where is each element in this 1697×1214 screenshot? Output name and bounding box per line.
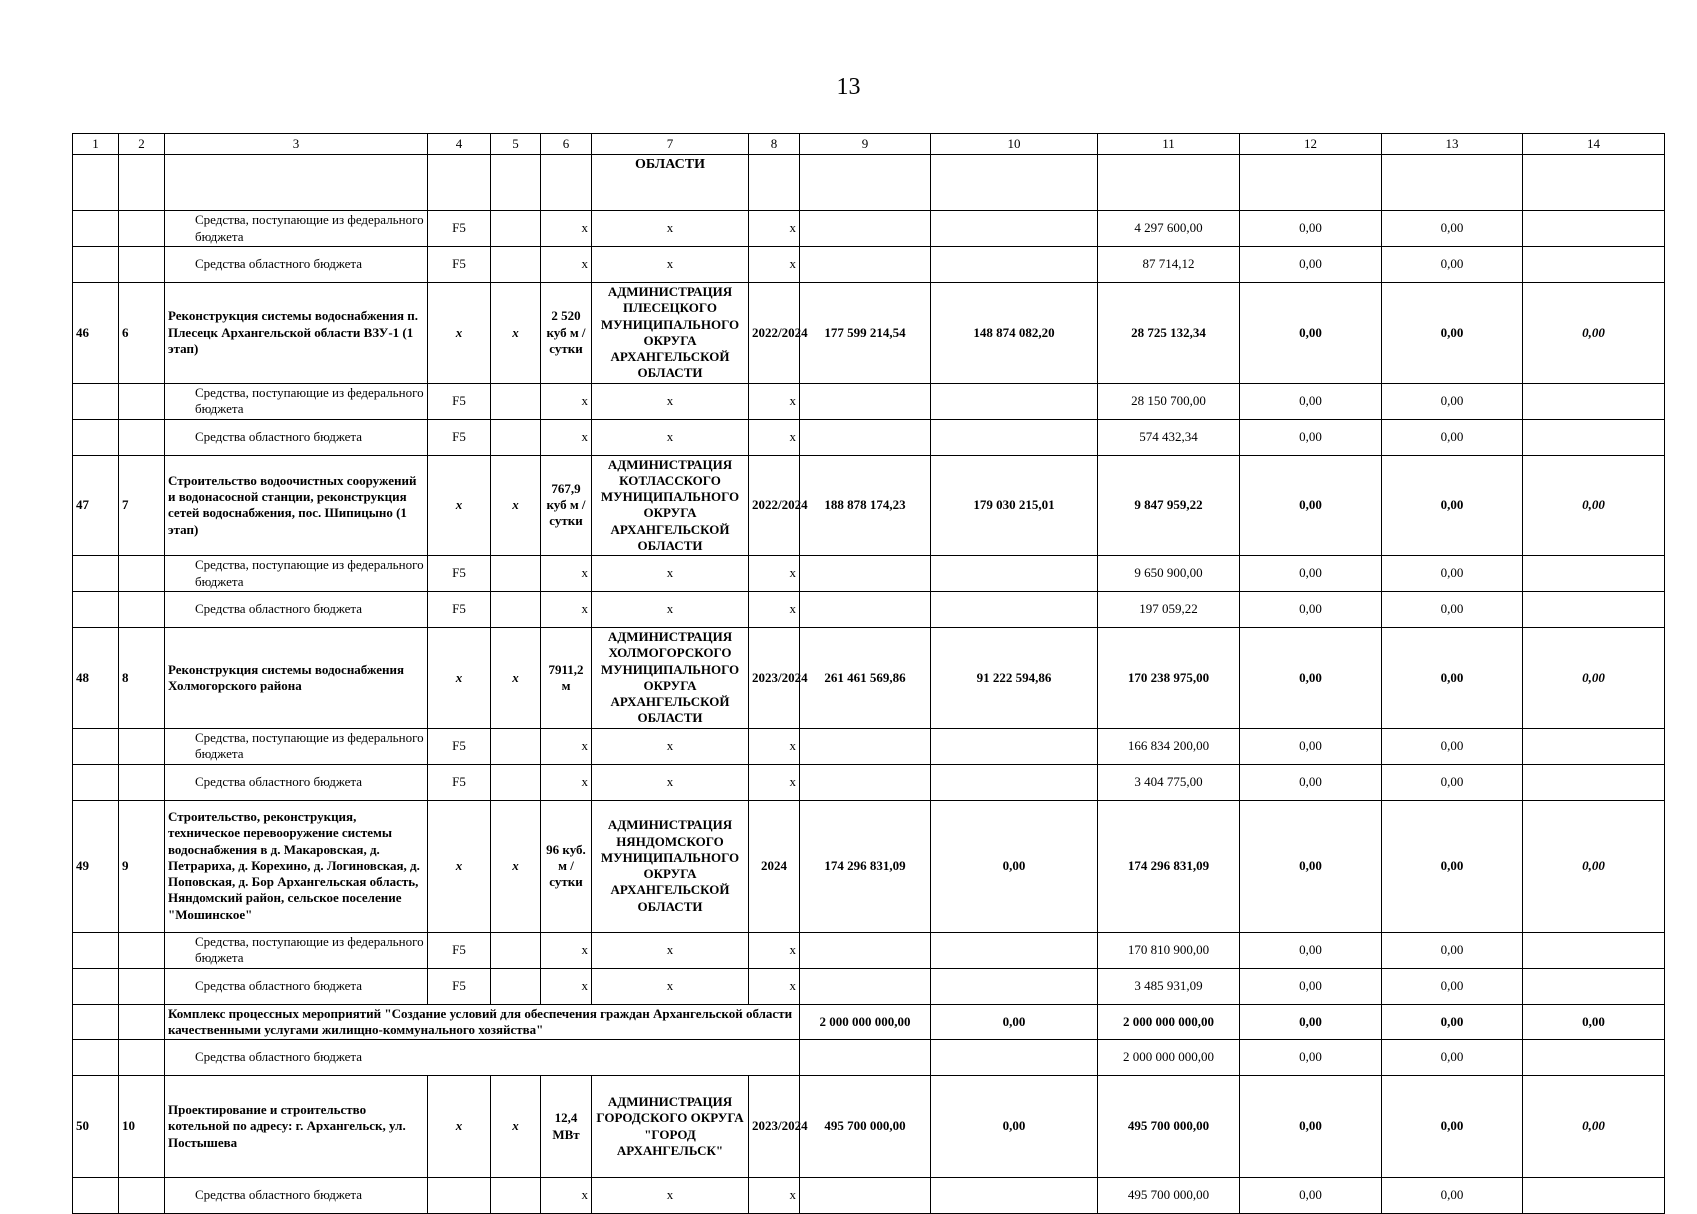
amount-cell: 0,00: [1382, 455, 1523, 556]
amount-cell: 0,00: [1382, 211, 1523, 247]
amount-cell: 28 150 700,00: [1098, 383, 1240, 419]
x-cell: x: [541, 383, 592, 419]
amount-cell: 0,00: [1523, 628, 1665, 729]
amount-cell: 0,00: [1240, 1040, 1382, 1076]
col-header: 1: [73, 134, 119, 155]
x-cell: x: [541, 592, 592, 628]
funding-source-cell: Средства областного бюджета: [165, 1178, 428, 1214]
amount-cell: 0,00: [1382, 628, 1523, 729]
amount-cell: 166 834 200,00: [1098, 728, 1240, 764]
amount-cell: 0,00: [1240, 800, 1382, 932]
x-cell: x: [491, 455, 541, 556]
col-header: 14: [1523, 134, 1665, 155]
x-cell: x: [491, 1076, 541, 1178]
x-cell: x: [592, 764, 749, 800]
x-cell: x: [428, 628, 491, 729]
page-number: 13: [836, 74, 861, 100]
x-cell: x: [541, 556, 592, 592]
x-cell: x: [749, 247, 800, 283]
funding-source-cell: Средства, поступающие из федерального бюджета: [165, 383, 428, 419]
amount-cell: 0,00: [1240, 1076, 1382, 1178]
col-header: 8: [749, 134, 800, 155]
table-row: [73, 800, 1665, 932]
amount-cell: 170 238 975,00: [1098, 628, 1240, 729]
x-cell: x: [592, 728, 749, 764]
table-row: [73, 283, 1665, 384]
amount-cell: 0,00: [1382, 968, 1523, 1004]
code-cell: F5: [428, 247, 491, 283]
funding-source-cell: Средства областного бюджета: [165, 764, 428, 800]
table-row: [73, 1040, 1665, 1076]
col-header: 5: [491, 134, 541, 155]
program-table: [72, 133, 1665, 1214]
amount-cell: 0,00: [1382, 764, 1523, 800]
x-cell: x: [541, 419, 592, 455]
row-number: 46: [73, 283, 119, 384]
period-cell: 2023/2024: [749, 628, 800, 729]
sub-number: 10: [119, 1076, 165, 1178]
table-row: [73, 155, 1665, 211]
object-name: Реконструкция системы водоснабжения Холмогорского района: [165, 628, 428, 729]
amount-cell: 9 650 900,00: [1098, 556, 1240, 592]
capacity-cell: 12,4 МВт: [541, 1076, 592, 1178]
sub-number: 7: [119, 455, 165, 556]
table-row: [73, 628, 1665, 729]
x-cell: x: [749, 419, 800, 455]
x-cell: x: [592, 419, 749, 455]
funding-source-cell: Средства областного бюджета: [165, 1040, 800, 1076]
x-cell: x: [749, 592, 800, 628]
amount-cell: 0,00: [1523, 1076, 1665, 1178]
col-header: 13: [1382, 134, 1523, 155]
x-cell: x: [592, 383, 749, 419]
period-cell: 2022/2024: [749, 283, 800, 384]
amount-cell: 0,00: [931, 1076, 1098, 1178]
amount-cell: 3 404 775,00: [1098, 764, 1240, 800]
x-cell: x: [592, 1178, 749, 1214]
x-cell: x: [541, 728, 592, 764]
period-cell: 2023/2024: [749, 1076, 800, 1178]
amount-cell: 177 599 214,54: [800, 283, 931, 384]
col-header: 9: [800, 134, 931, 155]
sub-number: 6: [119, 283, 165, 384]
code-cell: F5: [428, 968, 491, 1004]
code-cell: F5: [428, 419, 491, 455]
x-cell: x: [592, 247, 749, 283]
period-cell: 2024: [749, 800, 800, 932]
x-cell: x: [428, 800, 491, 932]
table-row: [73, 455, 1665, 556]
organization-cell: АДМИНИСТРАЦИЯ ГОРОДСКОГО ОКРУГА "ГОРОД АРХАНГЕЛЬСК": [592, 1076, 749, 1178]
amount-cell: 4 297 600,00: [1098, 211, 1240, 247]
organization-cell: АДМИНИСТРАЦИЯ КОТЛАССКОГО МУНИЦИПАЛЬНОГО ОКРУГА АРХАНГЕЛЬСКОЙ ОБЛАСТИ: [592, 455, 749, 556]
col-header: 12: [1240, 134, 1382, 155]
x-cell: x: [428, 283, 491, 384]
amount-cell: 0,00: [1382, 592, 1523, 628]
amount-cell: 0,00: [1382, 1004, 1523, 1040]
amount-cell: 0,00: [1382, 932, 1523, 968]
amount-cell: 0,00: [1382, 283, 1523, 384]
table-row: [73, 1178, 1665, 1214]
funding-source-cell: Средства, поступающие из федерального бюджета: [165, 556, 428, 592]
capacity-cell: 767,9 куб м / сутки: [541, 455, 592, 556]
organization-cell: ОБЛАСТИ: [592, 155, 749, 211]
amount-cell: 0,00: [1240, 455, 1382, 556]
amount-cell: 0,00: [1240, 283, 1382, 384]
amount-cell: 0,00: [1382, 419, 1523, 455]
x-cell: x: [749, 1178, 800, 1214]
row-number: 48: [73, 628, 119, 729]
amount-cell: 0,00: [1240, 628, 1382, 729]
amount-cell: 2 000 000 000,00: [1098, 1040, 1240, 1076]
amount-cell: 2 000 000 000,00: [1098, 1004, 1240, 1040]
funding-source-cell: Средства, поступающие из федерального бюджета: [165, 728, 428, 764]
amount-cell: 0,00: [931, 1004, 1098, 1040]
funding-source-cell: Средства, поступающие из федерального бюджета: [165, 932, 428, 968]
x-cell: x: [592, 211, 749, 247]
amount-cell: 0,00: [1523, 1004, 1665, 1040]
capacity-cell: 2 520 куб м / сутки: [541, 283, 592, 384]
complex-name: Комплекс процессных мероприятий "Создание условий для обеспечения граждан Архангельской области качественными услугами жилищно-коммунального хозяйства": [165, 1004, 800, 1040]
funding-source-cell: Средства областного бюджета: [165, 419, 428, 455]
amount-cell: 0,00: [1240, 592, 1382, 628]
amount-cell: 0,00: [1382, 247, 1523, 283]
amount-cell: 0,00: [1382, 556, 1523, 592]
x-cell: x: [749, 556, 800, 592]
amount-cell: 0,00: [1523, 800, 1665, 932]
col-header: 4: [428, 134, 491, 155]
object-name: Реконструкция системы водоснабжения п. Плесецк Архангельской области ВЗУ-1 (1 этап): [165, 283, 428, 384]
object-name: Строительство, реконструкция, техническое перевооружение системы водоснабжения в д. Макаровская, д. Петрариха, д. Корехино, д. Логиновская, д. Поповская, д. Бор Архангельская область, Няндомский район, сельское поселение "Мошинское": [165, 800, 428, 932]
amount-cell: 0,00: [1240, 968, 1382, 1004]
amount-cell: 174 296 831,09: [1098, 800, 1240, 932]
table-row: [73, 1076, 1665, 1178]
x-cell: x: [749, 764, 800, 800]
column-number-header: [73, 134, 1665, 155]
code-cell: F5: [428, 383, 491, 419]
x-cell: x: [541, 764, 592, 800]
x-cell: x: [541, 932, 592, 968]
amount-cell: 197 059,22: [1098, 592, 1240, 628]
x-cell: x: [749, 728, 800, 764]
row-number: 50: [73, 1076, 119, 1178]
x-cell: x: [749, 968, 800, 1004]
amount-cell: 0,00: [1382, 728, 1523, 764]
col-header: 3: [165, 134, 428, 155]
col-header: 10: [931, 134, 1098, 155]
amount-cell: 91 222 594,86: [931, 628, 1098, 729]
code-cell: F5: [428, 728, 491, 764]
amount-cell: 261 461 569,86: [800, 628, 931, 729]
table-row: [73, 968, 1665, 1004]
amount-cell: 0,00: [1240, 932, 1382, 968]
capacity-cell: 96 куб. м / сутки: [541, 800, 592, 932]
x-cell: x: [491, 800, 541, 932]
organization-cell: АДМИНИСТРАЦИЯ ХОЛМОГОРСКОГО МУНИЦИПАЛЬНОГО ОКРУГА АРХАНГЕЛЬСКОЙ ОБЛАСТИ: [592, 628, 749, 729]
amount-cell: 87 714,12: [1098, 247, 1240, 283]
amount-cell: 0,00: [1382, 800, 1523, 932]
x-cell: x: [749, 383, 800, 419]
amount-cell: 0,00: [1382, 1076, 1523, 1178]
code-cell: F5: [428, 592, 491, 628]
amount-cell: 179 030 215,01: [931, 455, 1098, 556]
code-cell: F5: [428, 932, 491, 968]
col-header: 6: [541, 134, 592, 155]
amount-cell: 495 700 000,00: [800, 1076, 931, 1178]
x-cell: x: [749, 932, 800, 968]
object-name: Строительство водоочистных сооружений и водонасосной станции, реконструкция сетей водоснабжения, пос. Шипицыно (1 этап): [165, 455, 428, 556]
x-cell: x: [592, 932, 749, 968]
amount-cell: 0,00: [1240, 419, 1382, 455]
amount-cell: 0,00: [1382, 1178, 1523, 1214]
col-header: 11: [1098, 134, 1240, 155]
amount-cell: 0,00: [1382, 383, 1523, 419]
code-cell: F5: [428, 556, 491, 592]
x-cell: x: [592, 556, 749, 592]
amount-cell: 0,00: [1240, 247, 1382, 283]
table-row: [73, 932, 1665, 968]
amount-cell: 148 874 082,20: [931, 283, 1098, 384]
table-row: [73, 556, 1665, 592]
organization-cell: АДМИНИСТРАЦИЯ ПЛЕСЕЦКОГО МУНИЦИПАЛЬНОГО ОКРУГА АРХАНГЕЛЬСКОЙ ОБЛАСТИ: [592, 283, 749, 384]
amount-cell: 28 725 132,34: [1098, 283, 1240, 384]
amount-cell: 574 432,34: [1098, 419, 1240, 455]
x-cell: x: [541, 968, 592, 1004]
table-row: [73, 419, 1665, 455]
table-row: [73, 728, 1665, 764]
amount-cell: 0,00: [1240, 1178, 1382, 1214]
amount-cell: 495 700 000,00: [1098, 1076, 1240, 1178]
amount-cell: 0,00: [1240, 211, 1382, 247]
row-number: 47: [73, 455, 119, 556]
table-row: [73, 211, 1665, 247]
amount-cell: 0,00: [1523, 283, 1665, 384]
amount-cell: 9 847 959,22: [1098, 455, 1240, 556]
x-cell: x: [428, 455, 491, 556]
col-header: 7: [592, 134, 749, 155]
object-name: Проектирование и строительство котельной по адресу: г. Архангельск, ул. Постышева: [165, 1076, 428, 1178]
code-cell: F5: [428, 764, 491, 800]
amount-cell: 0,00: [1523, 455, 1665, 556]
amount-cell: 0,00: [931, 800, 1098, 932]
sub-number: 8: [119, 628, 165, 729]
x-cell: x: [541, 247, 592, 283]
x-cell: x: [428, 1076, 491, 1178]
funding-source-cell: Средства областного бюджета: [165, 592, 428, 628]
amount-cell: 3 485 931,09: [1098, 968, 1240, 1004]
x-cell: x: [491, 628, 541, 729]
amount-cell: 0,00: [1240, 556, 1382, 592]
period-cell: 2022/2024: [749, 455, 800, 556]
organization-cell: АДМИНИСТРАЦИЯ НЯНДОМСКОГО МУНИЦИПАЛЬНОГО ОКРУГА АРХАНГЕЛЬСКОЙ ОБЛАСТИ: [592, 800, 749, 932]
funding-source-cell: Средства областного бюджета: [165, 968, 428, 1004]
table-row: [73, 764, 1665, 800]
col-header: 2: [119, 134, 165, 155]
amount-cell: 188 878 174,23: [800, 455, 931, 556]
amount-cell: 0,00: [1240, 728, 1382, 764]
amount-cell: 0,00: [1240, 1004, 1382, 1040]
x-cell: x: [541, 211, 592, 247]
funding-source-cell: Средства, поступающие из федерального бюджета: [165, 211, 428, 247]
amount-cell: 0,00: [1382, 1040, 1523, 1076]
table-row: [73, 247, 1665, 283]
table-row: [73, 1004, 1665, 1040]
capacity-cell: 7911,2 м: [541, 628, 592, 729]
code-cell: F5: [428, 211, 491, 247]
amount-cell: 170 810 900,00: [1098, 932, 1240, 968]
amount-cell: 174 296 831,09: [800, 800, 931, 932]
amount-cell: 0,00: [1240, 764, 1382, 800]
amount-cell: 0,00: [1240, 383, 1382, 419]
x-cell: x: [541, 1178, 592, 1214]
x-cell: x: [592, 592, 749, 628]
x-cell: x: [491, 283, 541, 384]
row-number: 49: [73, 800, 119, 932]
funding-source-cell: Средства областного бюджета: [165, 247, 428, 283]
x-cell: x: [592, 968, 749, 1004]
amount-cell: 2 000 000 000,00: [800, 1004, 931, 1040]
sub-number: 9: [119, 800, 165, 932]
x-cell: x: [749, 211, 800, 247]
table-row: [73, 592, 1665, 628]
amount-cell: 495 700 000,00: [1098, 1178, 1240, 1214]
table-row: [73, 383, 1665, 419]
